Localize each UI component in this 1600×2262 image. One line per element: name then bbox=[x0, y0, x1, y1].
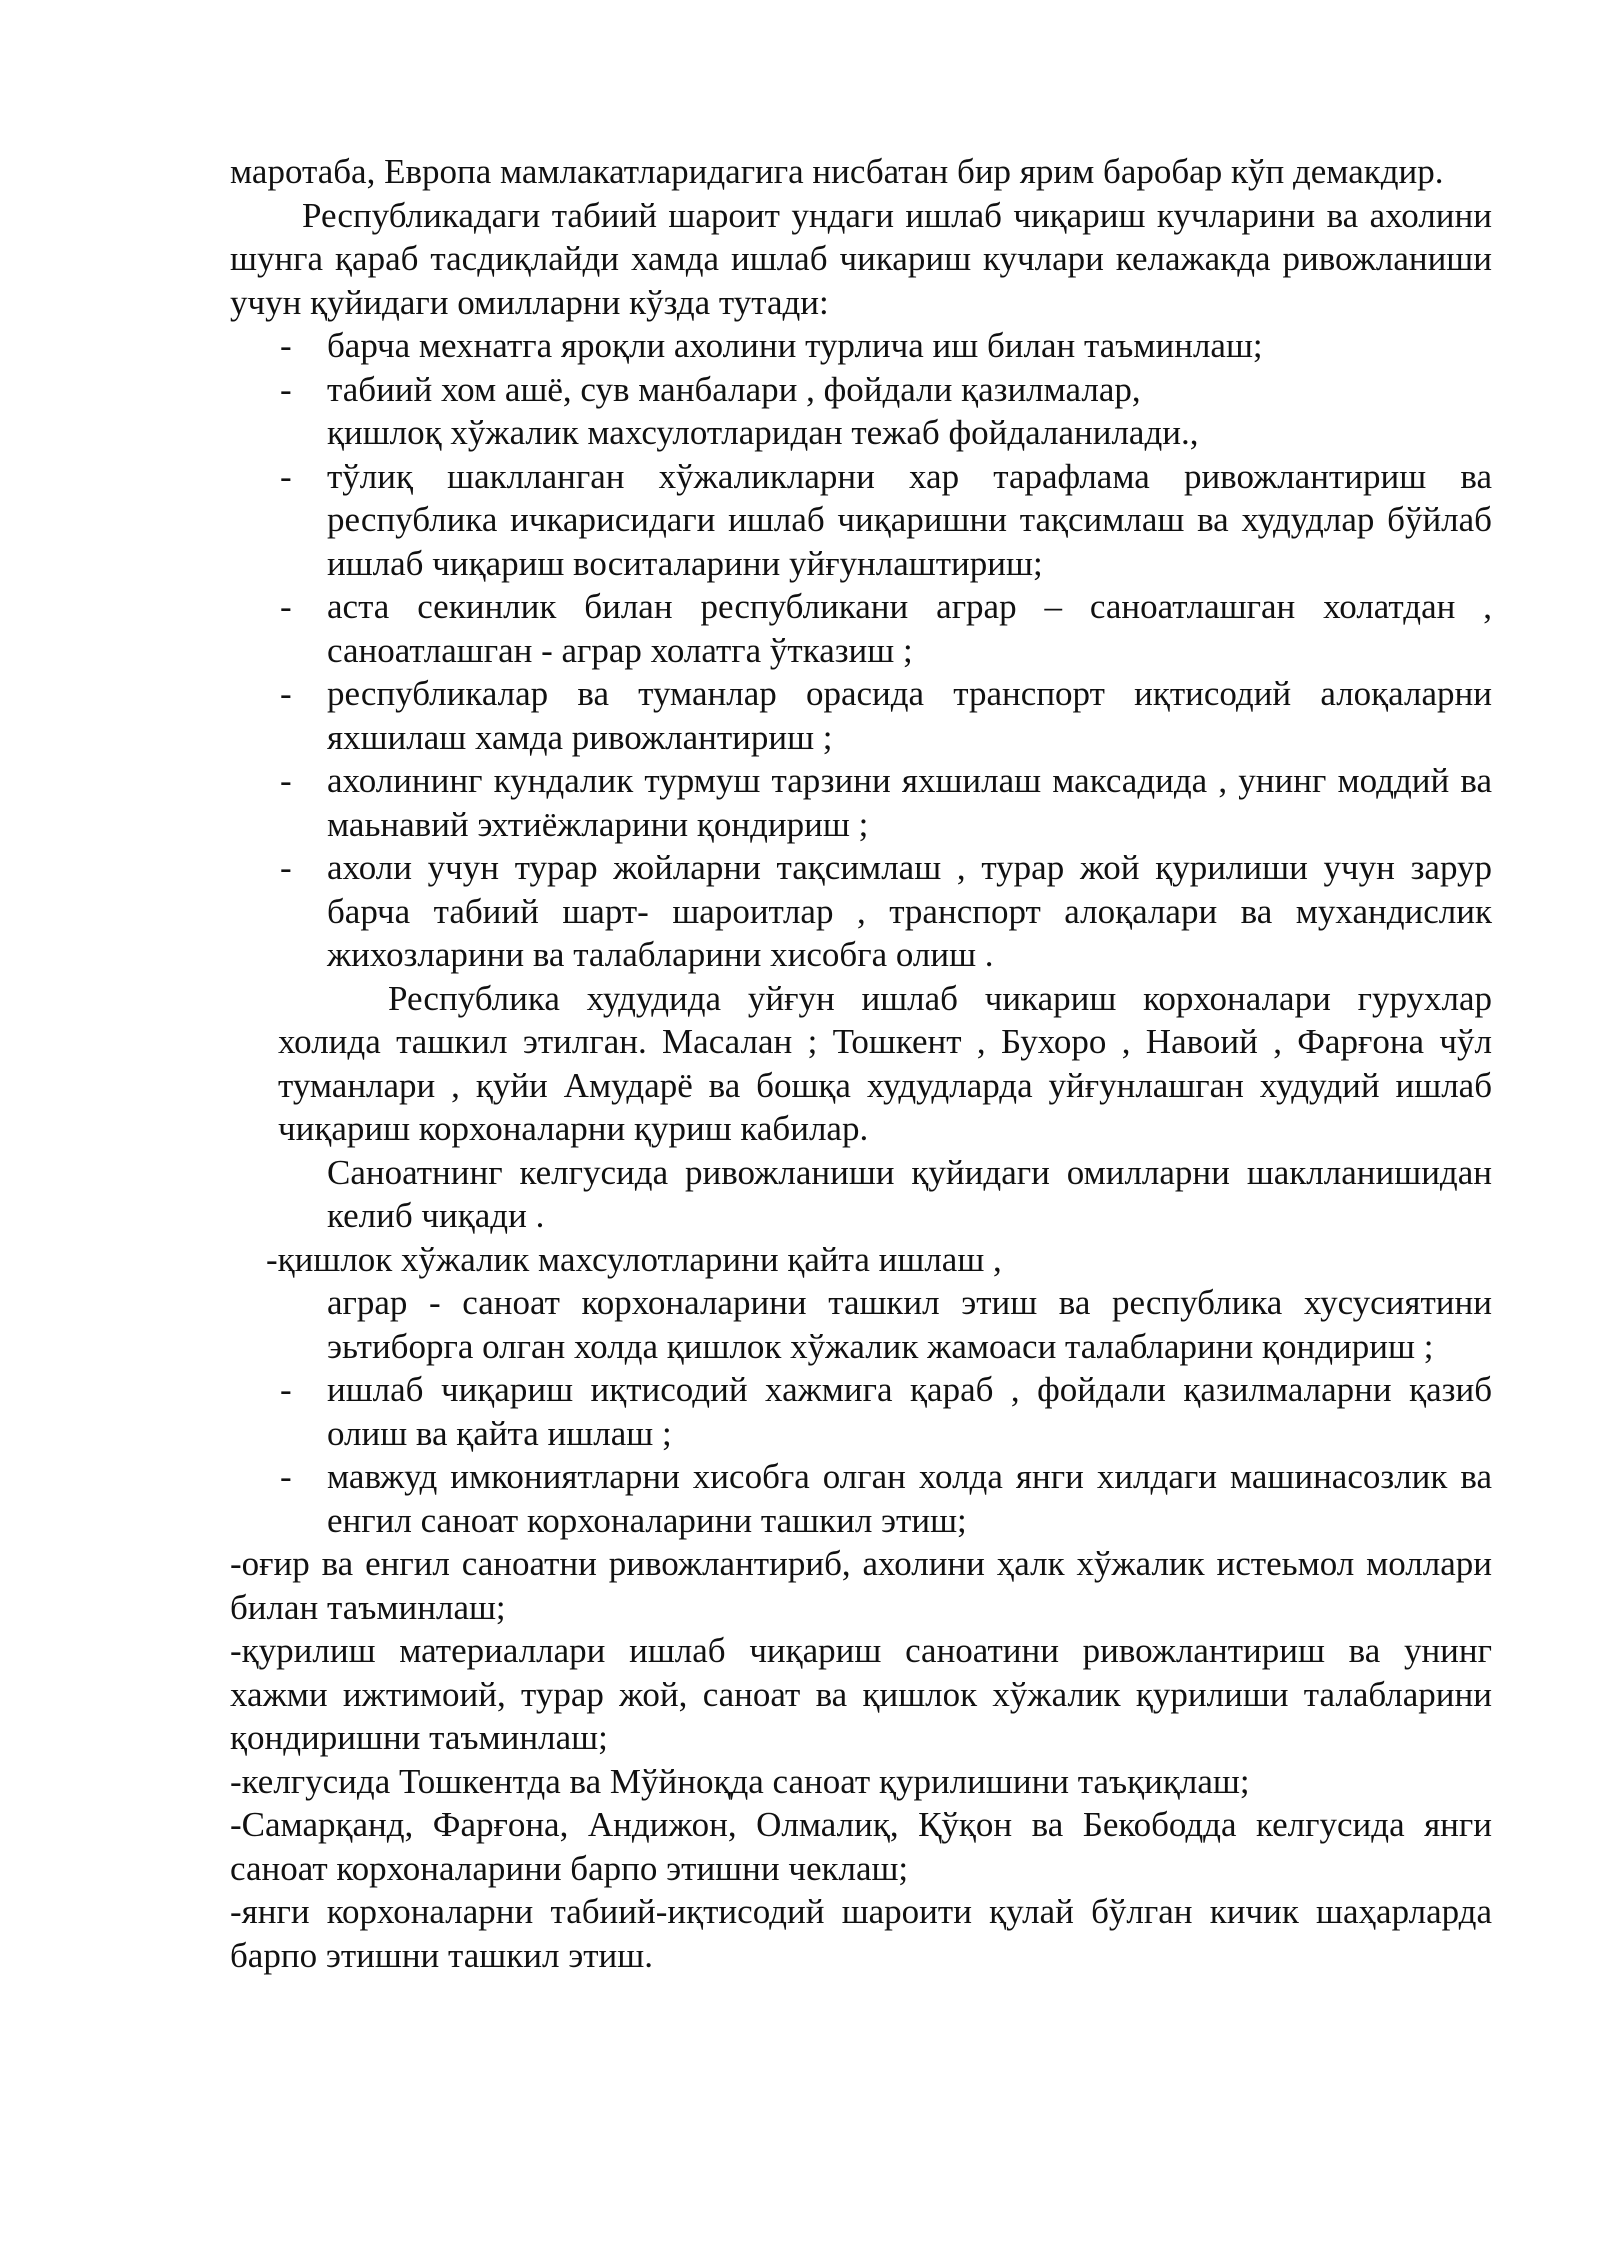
list-item bbox=[230, 759, 1492, 846]
list-item-text: ишлаб чиқариш иқтисодий хажмига қараб , фойдали қазилмаларни қазиб олиш ва қайта ишлаш ; bbox=[327, 1370, 1492, 1453]
paragraph-republic-territory: Республика худудида уйғун ишлаб чикариш корхоналари гурухлар холида ташкил этилган. Масалан ; Тошкент , Бухоро , Навоий , Фарғона чўл туманлари , қуйи Амударё ва бошқа худудларда уйғунлашган худудий ишлаб чиқариш корхоналарни қуриш кабилар. bbox=[278, 978, 1492, 1148]
paragraph-cities-limit: -Самарқанд, Фарғона, Андижон, Олмалиқ, Қўқон ва Бекободда келгусида янги саноат корхоналарини барпо этишни чеклаш; bbox=[230, 1805, 1492, 1888]
paragraph-heavy-light-industry: -оғир ва енгил саноатни ривожлантириб, ахолини ҳалк хўжалик истеьмол моллари билан таъминлаш; bbox=[230, 1544, 1492, 1627]
list-item-text: табиий хом ашё, сув манбалари , фойдали қазилмалар, bbox=[327, 369, 1141, 409]
list-dash: - bbox=[280, 326, 292, 365]
list-dash: - bbox=[280, 848, 292, 887]
paragraph-agri-processing: -қишлок хўжалик махсулотларини қайта ишлаш , bbox=[266, 1239, 1002, 1279]
factors-list bbox=[230, 324, 1492, 977]
list-item-text: ахолининг кундалик турмуш тарзини яхшилаш максадида , унинг моддий ва маьнавий эхтиёжларини қондириш ; bbox=[327, 761, 1492, 844]
list-dash: - bbox=[280, 1457, 292, 1496]
list-item bbox=[230, 1455, 1492, 1542]
list-item-text: барча мехнатга яроқли ахолини турлича иш билан таъминлаш; bbox=[327, 326, 1263, 365]
paragraph-tashkent-ban: -келгусида Тошкентда ва Мўйноқда саноат қурилишини таъқиқлаш; bbox=[230, 1761, 1250, 1801]
list-item-text: аста секинлик билан республикани аграр – саноатлашган холатдан , саноатлашган - аграр холатга ўтказиш ; bbox=[327, 587, 1492, 670]
paragraph-industry-future: Саноатнинг келгусида ривожланиши қуйидаги омилларни шаклланишидан келиб чиқади . bbox=[327, 1152, 1492, 1235]
paragraph-agro-industrial: аграр - саноат корхоналарини ташкил этиш ва республика хусусиятини эьтиборга олган холда қишлок хўжалик жамоаси талабларини қондириш ; bbox=[327, 1283, 1492, 1366]
list-item bbox=[230, 368, 1492, 455]
list-dash: - bbox=[280, 587, 292, 626]
list-dash: - bbox=[280, 1370, 292, 1409]
list-item bbox=[230, 1368, 1492, 1455]
list-item bbox=[230, 324, 1492, 368]
list-item bbox=[230, 585, 1492, 672]
list-item-text: ахоли учун турар жойларни тақсимлаш , турар жой қурилиши учун зарур барча табиий шарт- шароитлар , транспорт алоқалари ва мухандислик жихозларини ва талабларини хисобга олиш . bbox=[327, 848, 1492, 974]
list-item bbox=[230, 846, 1492, 977]
paragraph-continuation: маротаба, Европа мамлакатларидагига нисбатан бир ярим баробар кўп демакдир. bbox=[230, 152, 1444, 191]
industry-list bbox=[230, 1368, 1492, 1542]
list-dash: - bbox=[280, 369, 292, 409]
list-item-text-continued: қишлоқ хўжалик махсулотларидан тежаб фойдаланилади., bbox=[327, 413, 1199, 452]
paragraph-construction-materials: -қурилиш материаллари ишлаб чиқариш саноатини ривожлантириш ва унинг хажми ижтимоий, турар жой, саноат ва қишлок хўжалик қурилиши талабларини қондиришни таъминлаш; bbox=[230, 1631, 1492, 1757]
paragraph-small-towns: -янги корхоналарни табиий-иқтисодий шароити қулай бўлган кичик шаҳарларда барпо этишни ташкил этиш. bbox=[230, 1892, 1492, 1975]
paragraph-republic-conditions: Республикадаги табиий шароит ундаги ишлаб чиқариш кучларини ва ахолини шунга қараб тасдиқлайди хамда ишлаб чикариш кучлари келажакда ривожланиши учун қуйидаги омилларни кўзда тутади: bbox=[230, 195, 1492, 322]
list-dash: - bbox=[280, 761, 292, 800]
list-dash: - bbox=[280, 674, 292, 713]
list-dash: - bbox=[280, 456, 292, 496]
document-page bbox=[230, 150, 1492, 1977]
list-item-text: мавжуд имкониятларни хисобга олган холда янги хилдаги машинасозлик ва енгил саноат корхоналарини ташкил этиш; bbox=[327, 1457, 1492, 1540]
list-item-text: республикалар ва туманлар орасида транспорт иқтисодий алоқаларни яхшилаш хамда ривожлантириш ; bbox=[327, 674, 1492, 757]
list-item-text: тўлиқ шаклланган хўжаликларни хар тарафлама ривожлантириш ва республика ичкарисидаги ишлаб чиқаришни тақсимлаш ва худудлар бўйлаб ишлаб чиқариш воситаларини уйғунлаштириш; bbox=[327, 456, 1492, 583]
list-item bbox=[230, 672, 1492, 759]
list-item bbox=[230, 455, 1492, 586]
